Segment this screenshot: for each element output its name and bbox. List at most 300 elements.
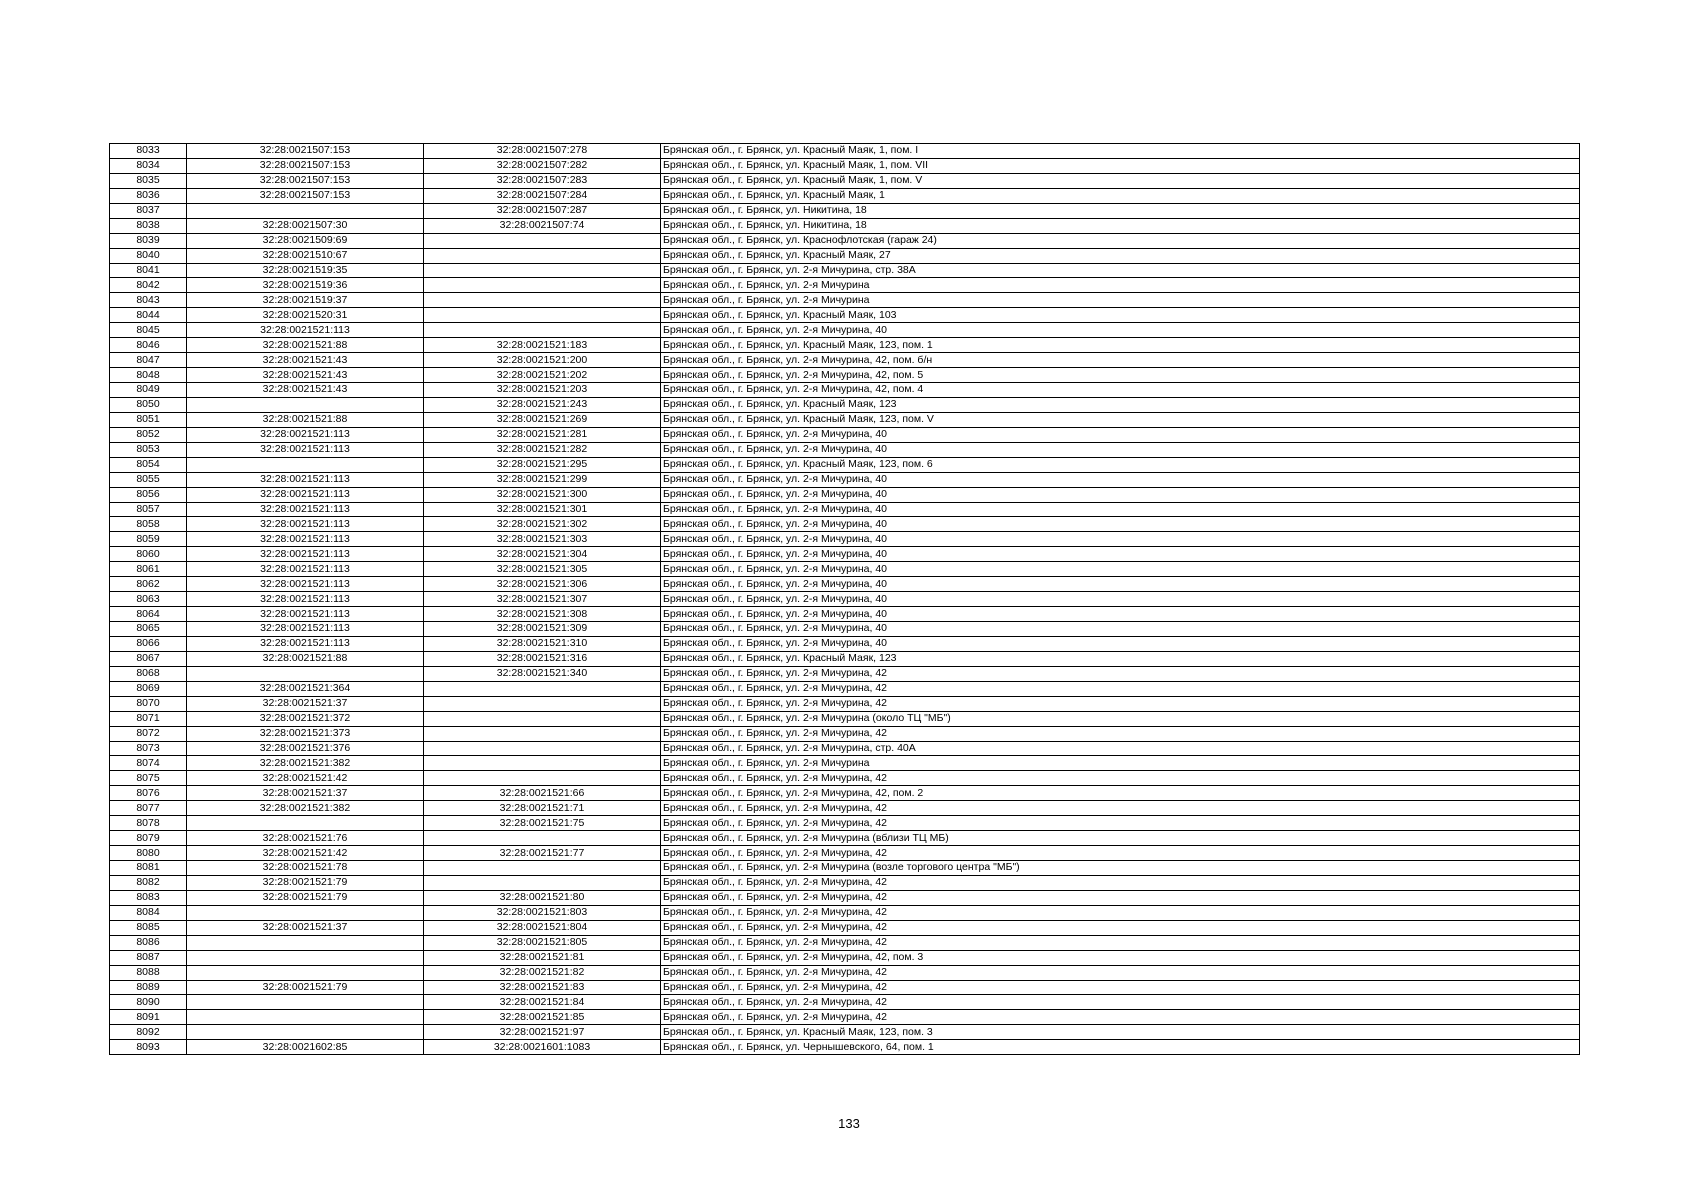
- address-cell: Брянская обл., г. Брянск, ул. Красный Маяк, 123, пом. 1: [661, 338, 1580, 353]
- address-cell: Брянская обл., г. Брянск, ул. 2-я Мичурина, 40: [661, 592, 1580, 607]
- address-cell: Брянская обл., г. Брянск, ул. 2-я Мичурина, 42: [661, 1010, 1580, 1025]
- table-row: [110, 861, 1580, 876]
- address-cell: Брянская обл., г. Брянск, ул. 2-я Мичурина, 40: [661, 472, 1580, 487]
- row-number-cell: 8050: [110, 397, 187, 412]
- parent-cadastral-number-cell: 32:28:0021507:153: [187, 173, 424, 188]
- address-cell: Брянская обл., г. Брянск, ул. Красный Маяк, 103: [661, 308, 1580, 323]
- cadastral-number-cell: 32:28:0021521:77: [424, 846, 661, 861]
- cadastral-number-cell: 32:28:0021521:299: [424, 472, 661, 487]
- row-number-cell: 8074: [110, 756, 187, 771]
- address-cell: Брянская обл., г. Брянск, ул. 2-я Мичурина, 40: [661, 577, 1580, 592]
- parent-cadastral-number-cell: 32:28:0021521:382: [187, 756, 424, 771]
- address-cell: Брянская обл., г. Брянск, ул. Красный Маяк, 123, пом. V: [661, 412, 1580, 427]
- registry-table: [109, 143, 1580, 1055]
- parent-cadastral-number-cell: [187, 1025, 424, 1040]
- table-row: [110, 831, 1580, 846]
- address-cell: Брянская обл., г. Брянск, ул. 2-я Мичурина, 40: [661, 502, 1580, 517]
- row-number-cell: 8070: [110, 696, 187, 711]
- address-cell: Брянская обл., г. Брянск, ул. Красный Маяк, 1, пом. I: [661, 144, 1580, 159]
- cadastral-number-cell: [424, 248, 661, 263]
- row-number-cell: 8047: [110, 353, 187, 368]
- cadastral-number-cell: [424, 726, 661, 741]
- registry-table-body: [110, 144, 1580, 1055]
- parent-cadastral-number-cell: 32:28:0021519:35: [187, 263, 424, 278]
- parent-cadastral-number-cell: [187, 203, 424, 218]
- row-number-cell: 8049: [110, 383, 187, 398]
- cadastral-number-cell: 32:28:0021521:304: [424, 547, 661, 562]
- parent-cadastral-number-cell: 32:28:0021510:67: [187, 248, 424, 263]
- table-row: [110, 607, 1580, 622]
- cadastral-number-cell: 32:28:0021521:300: [424, 487, 661, 502]
- row-number-cell: 8036: [110, 188, 187, 203]
- parent-cadastral-number-cell: 32:28:0021521:113: [187, 427, 424, 442]
- row-number-cell: 8089: [110, 980, 187, 995]
- cadastral-number-cell: 32:28:0021521:803: [424, 905, 661, 920]
- address-cell: Брянская обл., г. Брянск, ул. Чернышевского, 64, пом. 1: [661, 1040, 1580, 1055]
- table-row: [110, 144, 1580, 159]
- cadastral-number-cell: 32:28:0021521:282: [424, 442, 661, 457]
- cadastral-number-cell: 32:28:0021521:202: [424, 368, 661, 383]
- row-number-cell: 8042: [110, 278, 187, 293]
- row-number-cell: 8066: [110, 636, 187, 651]
- table-row: [110, 1025, 1580, 1040]
- address-cell: Брянская обл., г. Брянск, ул. 2-я Мичурина (около ТЦ "МБ"): [661, 711, 1580, 726]
- page-number: 133: [838, 1116, 860, 1131]
- address-cell: Брянская обл., г. Брянск, ул. 2-я Мичурина, 42, пом. 4: [661, 383, 1580, 398]
- parent-cadastral-number-cell: 32:28:0021521:113: [187, 562, 424, 577]
- row-number-cell: 8085: [110, 920, 187, 935]
- cadastral-number-cell: [424, 756, 661, 771]
- parent-cadastral-number-cell: 32:28:0021521:376: [187, 741, 424, 756]
- table-row: [110, 622, 1580, 637]
- address-cell: Брянская обл., г. Брянск, ул. 2-я Мичурина, стр. 40А: [661, 741, 1580, 756]
- table-row: [110, 412, 1580, 427]
- table-row: [110, 801, 1580, 816]
- table-row: [110, 397, 1580, 412]
- parent-cadastral-number-cell: 32:28:0021521:113: [187, 607, 424, 622]
- cadastral-number-cell: 32:28:0021521:82: [424, 965, 661, 980]
- row-number-cell: 8060: [110, 547, 187, 562]
- row-number-cell: 8065: [110, 622, 187, 637]
- table-row: [110, 636, 1580, 651]
- parent-cadastral-number-cell: 32:28:0021520:31: [187, 308, 424, 323]
- parent-cadastral-number-cell: [187, 950, 424, 965]
- address-cell: Брянская обл., г. Брянск, ул. 2-я Мичурина, 40: [661, 427, 1580, 442]
- table-row: [110, 562, 1580, 577]
- parent-cadastral-number-cell: [187, 1010, 424, 1025]
- row-number-cell: 8082: [110, 875, 187, 890]
- cadastral-number-cell: 32:28:0021521:340: [424, 666, 661, 681]
- parent-cadastral-number-cell: 32:28:0021602:85: [187, 1040, 424, 1055]
- row-number-cell: 8048: [110, 368, 187, 383]
- cadastral-number-cell: 32:28:0021521:309: [424, 622, 661, 637]
- row-number-cell: 8054: [110, 457, 187, 472]
- address-cell: Брянская обл., г. Брянск, ул. 2-я Мичурина, 40: [661, 547, 1580, 562]
- parent-cadastral-number-cell: 32:28:0021521:113: [187, 636, 424, 651]
- address-cell: Брянская обл., г. Брянск, ул. 2-я Мичурина, 42: [661, 681, 1580, 696]
- cadastral-number-cell: 32:28:0021507:284: [424, 188, 661, 203]
- cadastral-number-cell: 32:28:0021521:307: [424, 592, 661, 607]
- row-number-cell: 8058: [110, 517, 187, 532]
- table-row: [110, 577, 1580, 592]
- table-row: [110, 786, 1580, 801]
- address-cell: Брянская обл., г. Брянск, ул. 2-я Мичурина: [661, 293, 1580, 308]
- row-number-cell: 8051: [110, 412, 187, 427]
- address-cell: Брянская обл., г. Брянск, ул. Краснофлотская (гараж 24): [661, 233, 1580, 248]
- address-cell: Брянская обл., г. Брянск, ул. Красный Маяк, 1: [661, 188, 1580, 203]
- address-cell: Брянская обл., г. Брянск, ул. 2-я Мичурина, 40: [661, 442, 1580, 457]
- address-cell: Брянская обл., г. Брянск, ул. Красный Маяк, 1, пом. VII: [661, 158, 1580, 173]
- parent-cadastral-number-cell: 32:28:0021521:113: [187, 487, 424, 502]
- table-row: [110, 771, 1580, 786]
- address-cell: Брянская обл., г. Брянск, ул. 2-я Мичурина, 42: [661, 816, 1580, 831]
- parent-cadastral-number-cell: [187, 666, 424, 681]
- address-cell: Брянская обл., г. Брянск, ул. 2-я Мичурина, 42: [661, 846, 1580, 861]
- row-number-cell: 8067: [110, 651, 187, 666]
- parent-cadastral-number-cell: 32:28:0021521:37: [187, 786, 424, 801]
- cadastral-number-cell: [424, 861, 661, 876]
- cadastral-number-cell: [424, 741, 661, 756]
- row-number-cell: 8083: [110, 890, 187, 905]
- row-number-cell: 8064: [110, 607, 187, 622]
- cadastral-number-cell: [424, 711, 661, 726]
- table-row: [110, 681, 1580, 696]
- address-cell: Брянская обл., г. Брянск, ул. 2-я Мичурина, 42: [661, 905, 1580, 920]
- row-number-cell: 8040: [110, 248, 187, 263]
- address-cell: Брянская обл., г. Брянск, ул. 2-я Мичурина, 40: [661, 532, 1580, 547]
- table-row: [110, 278, 1580, 293]
- address-cell: Брянская обл., г. Брянск, ул. 2-я Мичурина, 40: [661, 562, 1580, 577]
- address-cell: Брянская обл., г. Брянск, ул. 2-я Мичурина, 40: [661, 517, 1580, 532]
- table-row: [110, 905, 1580, 920]
- parent-cadastral-number-cell: 32:28:0021521:113: [187, 592, 424, 607]
- row-number-cell: 8081: [110, 861, 187, 876]
- table-row: [110, 173, 1580, 188]
- row-number-cell: 8044: [110, 308, 187, 323]
- row-number-cell: 8038: [110, 218, 187, 233]
- parent-cadastral-number-cell: 32:28:0021521:79: [187, 890, 424, 905]
- table-row: [110, 711, 1580, 726]
- cadastral-number-cell: 32:28:0021521:203: [424, 383, 661, 398]
- table-row: [110, 383, 1580, 398]
- cadastral-number-cell: 32:28:0021521:295: [424, 457, 661, 472]
- table-row: [110, 547, 1580, 562]
- cadastral-number-cell: 32:28:0021521:303: [424, 532, 661, 547]
- parent-cadastral-number-cell: 32:28:0021521:364: [187, 681, 424, 696]
- cadastral-number-cell: [424, 696, 661, 711]
- cadastral-number-cell: [424, 831, 661, 846]
- table-row: [110, 965, 1580, 980]
- parent-cadastral-number-cell: 32:28:0021521:372: [187, 711, 424, 726]
- cadastral-number-cell: 32:28:0021521:281: [424, 427, 661, 442]
- cadastral-number-cell: 32:28:0021521:183: [424, 338, 661, 353]
- address-cell: Брянская обл., г. Брянск, ул. 2-я Мичурина, 42, пом. 2: [661, 786, 1580, 801]
- parent-cadastral-number-cell: 32:28:0021521:43: [187, 383, 424, 398]
- parent-cadastral-number-cell: 32:28:0021519:37: [187, 293, 424, 308]
- address-cell: Брянская обл., г. Брянск, ул. 2-я Мичурина, 42: [661, 920, 1580, 935]
- parent-cadastral-number-cell: 32:28:0021521:88: [187, 651, 424, 666]
- address-cell: Брянская обл., г. Брянск, ул. 2-я Мичурина, 42: [661, 696, 1580, 711]
- row-number-cell: 8034: [110, 158, 187, 173]
- cadastral-number-cell: 32:28:0021521:302: [424, 517, 661, 532]
- address-cell: Брянская обл., г. Брянск, ул. 2-я Мичурина, 42: [661, 875, 1580, 890]
- address-cell: Брянская обл., г. Брянск, ул. 2-я Мичурина, 42: [661, 965, 1580, 980]
- table-row: [110, 323, 1580, 338]
- parent-cadastral-number-cell: 32:28:0021521:37: [187, 696, 424, 711]
- address-cell: Брянская обл., г. Брянск, ул. 2-я Мичурина, 42: [661, 666, 1580, 681]
- row-number-cell: 8069: [110, 681, 187, 696]
- table-row: [110, 427, 1580, 442]
- cadastral-number-cell: 32:28:0021521:243: [424, 397, 661, 412]
- address-cell: Брянская обл., г. Брянск, ул. 2-я Мичурина, 42: [661, 801, 1580, 816]
- parent-cadastral-number-cell: 32:28:0021521:42: [187, 846, 424, 861]
- row-number-cell: 8057: [110, 502, 187, 517]
- address-cell: Брянская обл., г. Брянск, ул. Красный Маяк, 123: [661, 651, 1580, 666]
- address-cell: Брянская обл., г. Брянск, ул. Никитина, 18: [661, 203, 1580, 218]
- table-row: [110, 935, 1580, 950]
- parent-cadastral-number-cell: [187, 457, 424, 472]
- parent-cadastral-number-cell: [187, 935, 424, 950]
- table-row: [110, 353, 1580, 368]
- parent-cadastral-number-cell: 32:28:0021521:88: [187, 412, 424, 427]
- address-cell: Брянская обл., г. Брянск, ул. 2-я Мичурина (возле торгового центра "МБ"): [661, 861, 1580, 876]
- parent-cadastral-number-cell: 32:28:0021521:113: [187, 502, 424, 517]
- parent-cadastral-number-cell: 32:28:0021519:36: [187, 278, 424, 293]
- row-number-cell: 8035: [110, 173, 187, 188]
- cadastral-number-cell: [424, 308, 661, 323]
- address-cell: Брянская обл., г. Брянск, ул. 2-я Мичурина, 40: [661, 622, 1580, 637]
- table-row: [110, 890, 1580, 905]
- cadastral-number-cell: [424, 233, 661, 248]
- cadastral-number-cell: [424, 293, 661, 308]
- parent-cadastral-number-cell: [187, 995, 424, 1010]
- address-cell: Брянская обл., г. Брянск, ул. 2-я Мичурина, 42: [661, 726, 1580, 741]
- address-cell: Брянская обл., г. Брянск, ул. 2-я Мичурина: [661, 278, 1580, 293]
- cadastral-number-cell: 32:28:0021521:84: [424, 995, 661, 1010]
- address-cell: Брянская обл., г. Брянск, ул. 2-я Мичурина (вблизи ТЦ МБ): [661, 831, 1580, 846]
- cadastral-number-cell: 32:28:0021507:74: [424, 218, 661, 233]
- cadastral-number-cell: 32:28:0021521:83: [424, 980, 661, 995]
- row-number-cell: 8092: [110, 1025, 187, 1040]
- table-row: [110, 233, 1580, 248]
- row-number-cell: 8075: [110, 771, 187, 786]
- parent-cadastral-number-cell: [187, 816, 424, 831]
- address-cell: Брянская обл., г. Брянск, ул. 2-я Мичурина, 40: [661, 636, 1580, 651]
- parent-cadastral-number-cell: 32:28:0021507:153: [187, 158, 424, 173]
- cadastral-number-cell: 32:28:0021521:200: [424, 353, 661, 368]
- cadastral-number-cell: 32:28:0021507:283: [424, 173, 661, 188]
- address-cell: Брянская обл., г. Брянск, ул. Никитина, 18: [661, 218, 1580, 233]
- table-row: [110, 158, 1580, 173]
- row-number-cell: 8068: [110, 666, 187, 681]
- parent-cadastral-number-cell: 32:28:0021521:113: [187, 622, 424, 637]
- row-number-cell: 8076: [110, 786, 187, 801]
- parent-cadastral-number-cell: 32:28:0021521:43: [187, 353, 424, 368]
- table-row: [110, 875, 1580, 890]
- table-row: [110, 338, 1580, 353]
- row-number-cell: 8088: [110, 965, 187, 980]
- cadastral-number-cell: 32:28:0021507:278: [424, 144, 661, 159]
- cadastral-number-cell: 32:28:0021521:805: [424, 935, 661, 950]
- table-row: [110, 502, 1580, 517]
- table-row: [110, 756, 1580, 771]
- parent-cadastral-number-cell: [187, 905, 424, 920]
- row-number-cell: 8079: [110, 831, 187, 846]
- cadastral-number-cell: 32:28:0021507:282: [424, 158, 661, 173]
- row-number-cell: 8039: [110, 233, 187, 248]
- table-row: [110, 666, 1580, 681]
- table-row: [110, 368, 1580, 383]
- address-cell: Брянская обл., г. Брянск, ул. 2-я Мичурина, стр. 38А: [661, 263, 1580, 278]
- row-number-cell: 8056: [110, 487, 187, 502]
- table-row: [110, 487, 1580, 502]
- parent-cadastral-number-cell: 32:28:0021521:382: [187, 801, 424, 816]
- cadastral-number-cell: [424, 323, 661, 338]
- parent-cadastral-number-cell: 32:28:0021521:43: [187, 368, 424, 383]
- row-number-cell: 8061: [110, 562, 187, 577]
- row-number-cell: 8055: [110, 472, 187, 487]
- row-number-cell: 8063: [110, 592, 187, 607]
- cadastral-number-cell: 32:28:0021521:81: [424, 950, 661, 965]
- address-cell: Брянская обл., г. Брянск, ул. Красный Маяк, 123, пом. 6: [661, 457, 1580, 472]
- cadastral-number-cell: 32:28:0021521:310: [424, 636, 661, 651]
- table-row: [110, 218, 1580, 233]
- table-row: [110, 816, 1580, 831]
- row-number-cell: 8045: [110, 323, 187, 338]
- cadastral-number-cell: 32:28:0021521:97: [424, 1025, 661, 1040]
- table-row: [110, 696, 1580, 711]
- row-number-cell: 8071: [110, 711, 187, 726]
- row-number-cell: 8080: [110, 846, 187, 861]
- parent-cadastral-number-cell: 32:28:0021521:42: [187, 771, 424, 786]
- row-number-cell: 8087: [110, 950, 187, 965]
- address-cell: Брянская обл., г. Брянск, ул. 2-я Мичурина, 40: [661, 607, 1580, 622]
- table-row: [110, 532, 1580, 547]
- table-row: [110, 188, 1580, 203]
- table-row: [110, 472, 1580, 487]
- address-cell: Брянская обл., г. Брянск, ул. 2-я Мичурина, 42: [661, 980, 1580, 995]
- cadastral-number-cell: [424, 875, 661, 890]
- parent-cadastral-number-cell: 32:28:0021507:153: [187, 188, 424, 203]
- address-cell: Брянская обл., г. Брянск, ул. Красный Маяк, 1, пом. V: [661, 173, 1580, 188]
- table-row: [110, 726, 1580, 741]
- address-cell: Брянская обл., г. Брянск, ул. Красный Маяк, 123, пом. 3: [661, 1025, 1580, 1040]
- table-row: [110, 651, 1580, 666]
- row-number-cell: 8077: [110, 801, 187, 816]
- cadastral-number-cell: 32:28:0021507:287: [424, 203, 661, 218]
- parent-cadastral-number-cell: 32:28:0021521:88: [187, 338, 424, 353]
- row-number-cell: 8041: [110, 263, 187, 278]
- cadastral-number-cell: [424, 263, 661, 278]
- row-number-cell: 8086: [110, 935, 187, 950]
- cadastral-number-cell: 32:28:0021521:66: [424, 786, 661, 801]
- parent-cadastral-number-cell: 32:28:0021521:78: [187, 861, 424, 876]
- parent-cadastral-number-cell: 32:28:0021521:113: [187, 323, 424, 338]
- table-row: [110, 920, 1580, 935]
- table-row: [110, 1010, 1580, 1025]
- table-row: [110, 442, 1580, 457]
- table-row: [110, 308, 1580, 323]
- parent-cadastral-number-cell: 32:28:0021521:113: [187, 532, 424, 547]
- row-number-cell: 8072: [110, 726, 187, 741]
- address-cell: Брянская обл., г. Брянск, ул. 2-я Мичурина, 42: [661, 771, 1580, 786]
- address-cell: Брянская обл., г. Брянск, ул. Красный Маяк, 27: [661, 248, 1580, 263]
- table-row: [110, 741, 1580, 756]
- row-number-cell: 8084: [110, 905, 187, 920]
- row-number-cell: 8037: [110, 203, 187, 218]
- cadastral-number-cell: 32:28:0021521:308: [424, 607, 661, 622]
- row-number-cell: 8073: [110, 741, 187, 756]
- parent-cadastral-number-cell: 32:28:0021509:69: [187, 233, 424, 248]
- row-number-cell: 8053: [110, 442, 187, 457]
- table-row: [110, 517, 1580, 532]
- row-number-cell: 8062: [110, 577, 187, 592]
- parent-cadastral-number-cell: 32:28:0021507:153: [187, 144, 424, 159]
- cadastral-number-cell: 32:28:0021521:301: [424, 502, 661, 517]
- parent-cadastral-number-cell: 32:28:0021521:373: [187, 726, 424, 741]
- address-cell: Брянская обл., г. Брянск, ул. Красный Маяк, 123: [661, 397, 1580, 412]
- table-row: [110, 457, 1580, 472]
- row-number-cell: 8033: [110, 144, 187, 159]
- cadastral-number-cell: 32:28:0021521:306: [424, 577, 661, 592]
- address-cell: Брянская обл., г. Брянск, ул. 2-я Мичурина, 42: [661, 935, 1580, 950]
- row-number-cell: 8043: [110, 293, 187, 308]
- address-cell: Брянская обл., г. Брянск, ул. 2-я Мичурина, 42: [661, 890, 1580, 905]
- parent-cadastral-number-cell: 32:28:0021521:79: [187, 980, 424, 995]
- address-cell: Брянская обл., г. Брянск, ул. 2-я Мичурина, 42, пом. б/н: [661, 353, 1580, 368]
- row-number-cell: 8093: [110, 1040, 187, 1055]
- row-number-cell: 8078: [110, 816, 187, 831]
- parent-cadastral-number-cell: 32:28:0021521:113: [187, 472, 424, 487]
- row-number-cell: 8046: [110, 338, 187, 353]
- row-number-cell: 8052: [110, 427, 187, 442]
- cadastral-number-cell: 32:28:0021521:305: [424, 562, 661, 577]
- cadastral-number-cell: 32:28:0021521:804: [424, 920, 661, 935]
- parent-cadastral-number-cell: 32:28:0021521:113: [187, 517, 424, 532]
- cadastral-number-cell: 32:28:0021521:75: [424, 816, 661, 831]
- table-row: [110, 263, 1580, 278]
- parent-cadastral-number-cell: 32:28:0021521:113: [187, 442, 424, 457]
- address-cell: Брянская обл., г. Брянск, ул. 2-я Мичурина, 42: [661, 995, 1580, 1010]
- table-row: [110, 592, 1580, 607]
- table-row: [110, 1040, 1580, 1055]
- parent-cadastral-number-cell: 32:28:0021507:30: [187, 218, 424, 233]
- row-number-cell: 8059: [110, 532, 187, 547]
- table-row: [110, 995, 1580, 1010]
- cadastral-number-cell: [424, 771, 661, 786]
- cadastral-number-cell: 32:28:0021521:85: [424, 1010, 661, 1025]
- cadastral-number-cell: 32:28:0021521:316: [424, 651, 661, 666]
- row-number-cell: 8090: [110, 995, 187, 1010]
- cadastral-number-cell: 32:28:0021601:1083: [424, 1040, 661, 1055]
- cadastral-number-cell: 32:28:0021521:269: [424, 412, 661, 427]
- address-cell: Брянская обл., г. Брянск, ул. 2-я Мичурина, 42, пом. 3: [661, 950, 1580, 965]
- table-row: [110, 980, 1580, 995]
- cadastral-number-cell: 32:28:0021521:80: [424, 890, 661, 905]
- row-number-cell: 8091: [110, 1010, 187, 1025]
- parent-cadastral-number-cell: 32:28:0021521:79: [187, 875, 424, 890]
- table-row: [110, 293, 1580, 308]
- parent-cadastral-number-cell: [187, 397, 424, 412]
- table-row: [110, 248, 1580, 263]
- table-row: [110, 203, 1580, 218]
- cadastral-number-cell: [424, 278, 661, 293]
- parent-cadastral-number-cell: 32:28:0021521:113: [187, 547, 424, 562]
- parent-cadastral-number-cell: [187, 965, 424, 980]
- table-row: [110, 950, 1580, 965]
- address-cell: Брянская обл., г. Брянск, ул. 2-я Мичурина, 40: [661, 487, 1580, 502]
- table-row: [110, 846, 1580, 861]
